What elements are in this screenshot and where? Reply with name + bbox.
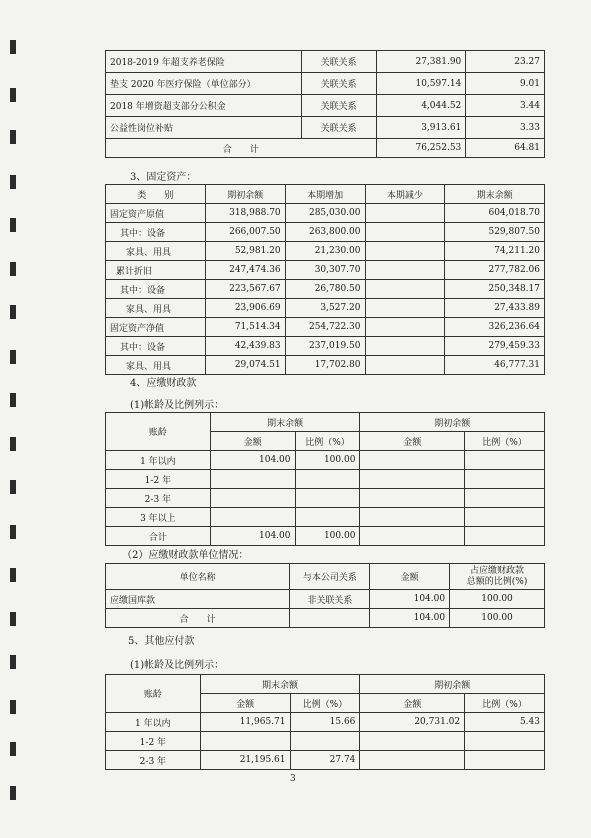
opening-ratio: [465, 732, 545, 751]
aging-bucket: 1 年以内: [106, 713, 201, 732]
item-relation: 关联关系: [301, 95, 376, 117]
period-decrease: [365, 337, 445, 356]
table-row: [106, 451, 545, 470]
column-header-ratio: 比例（%）: [295, 432, 360, 451]
other-payables-aging-table: [105, 674, 545, 770]
period-increase: 285,030.00: [285, 204, 365, 223]
closing-ratio: [295, 489, 360, 508]
period-increase: 254,722.30: [285, 318, 365, 337]
closing-ratio: 100.00: [295, 527, 360, 546]
closing-amount: 21,195.61: [200, 751, 290, 770]
item-ratio: 9.01: [466, 73, 545, 95]
table-header-row: [106, 675, 545, 694]
closing-balance: 604,018.70: [445, 204, 545, 223]
period-increase: 26,780.50: [285, 280, 365, 299]
item-ratio: 3.33: [466, 117, 545, 139]
binder-mark: [10, 40, 16, 54]
item-ratio: 3.44: [466, 95, 545, 117]
section-heading-other-payables: 5、其他应付款: [128, 636, 195, 647]
closing-amount: [210, 470, 295, 489]
column-header-closing: 期末余额: [200, 675, 360, 694]
closing-amount: 11,965.71: [200, 713, 290, 732]
unit-name: 应缴国库款: [106, 590, 290, 609]
table-row: [106, 242, 545, 261]
binder-mark: [10, 218, 16, 232]
table-row: [106, 51, 545, 73]
fiscal-payables-units-table: [105, 563, 545, 628]
closing-ratio: [290, 732, 360, 751]
item-name: 垫支 2020 年医疗保险（单位部分）: [106, 73, 302, 95]
column-header: 类 别: [106, 185, 206, 204]
closing-balance: 27,433.89: [445, 299, 545, 318]
column-header: [450, 564, 545, 590]
table-row: [106, 489, 545, 508]
column-header-ratio: 比例（%）: [290, 694, 360, 713]
opening-amount: [360, 751, 465, 770]
unit-amount: 104.00: [370, 609, 450, 628]
column-header-aging: 账龄: [106, 413, 211, 451]
asset-category: 其中：设备: [106, 280, 206, 299]
aging-bucket: 1-2 年: [106, 470, 211, 489]
opening-ratio: [465, 470, 545, 489]
binder-mark: [10, 350, 16, 364]
column-header-closing: 期末余额: [210, 413, 360, 432]
asset-category: 家具、用具: [106, 299, 206, 318]
opening-amount: [360, 470, 465, 489]
binder-mark: [10, 130, 16, 144]
unit-amount: 104.00: [370, 590, 450, 609]
table-header-row: [106, 564, 545, 590]
closing-amount: 104.00: [210, 527, 295, 546]
closing-amount: [210, 489, 295, 508]
binder-mark: [10, 262, 16, 276]
opening-balance: 266,007.50: [205, 223, 285, 242]
aging-bucket: 1 年以内: [106, 451, 211, 470]
total-amount: 76,252.53: [376, 139, 466, 158]
other-payables-detail-table: [105, 50, 545, 158]
closing-ratio: 27.74: [290, 751, 360, 770]
column-header-amount: 金额: [360, 694, 465, 713]
binder-mark: [10, 175, 16, 189]
table-row: [106, 73, 545, 95]
opening-amount: 20,731.02: [360, 713, 465, 732]
column-header-ratio: 比例（%）: [465, 432, 545, 451]
table-row: [106, 299, 545, 318]
asset-category: 其中：设备: [106, 337, 206, 356]
opening-ratio: [465, 751, 545, 770]
closing-amount: [200, 732, 290, 751]
closing-ratio: 15.66: [290, 713, 360, 732]
column-header: 单位名称: [106, 564, 290, 590]
item-relation: 关联关系: [301, 51, 376, 73]
unit-relation: 非关联关系: [290, 590, 370, 609]
period-decrease: [365, 318, 445, 337]
closing-ratio: [295, 508, 360, 527]
period-increase: 30,307.70: [285, 261, 365, 280]
item-name: 2018-2019 年超支养老保险: [106, 51, 302, 73]
table-row: [106, 95, 545, 117]
closing-balance: 326,236.64: [445, 318, 545, 337]
binder-mark: [10, 700, 16, 714]
item-amount: 27,381.90: [376, 51, 466, 73]
table-row: [106, 508, 545, 527]
item-amount: 4,044.52: [376, 95, 466, 117]
column-header-opening: 期初余额: [360, 413, 545, 432]
total-label: 合 计: [106, 139, 377, 158]
period-decrease: [365, 223, 445, 242]
binder-mark: [10, 393, 16, 407]
aging-bucket: 2-3 年: [106, 489, 211, 508]
column-header-ratio: 比例（%）: [465, 694, 545, 713]
header-line: 占应缴财政款: [470, 565, 525, 576]
opening-ratio: [465, 489, 545, 508]
table-row: [106, 337, 545, 356]
opening-amount: [360, 527, 465, 546]
fiscal-payables-aging-table: [105, 412, 545, 546]
binder-mark: [10, 742, 16, 756]
period-decrease: [365, 299, 445, 318]
column-header: 期末余额: [445, 185, 545, 204]
asset-category: 固定资产净值: [106, 318, 206, 337]
binder-mark: [10, 437, 16, 451]
period-increase: 21,230.00: [285, 242, 365, 261]
item-relation: 关联关系: [301, 117, 376, 139]
item-ratio: 23.27: [466, 51, 545, 73]
unit-relation: [290, 609, 370, 628]
binder-mark: [10, 786, 16, 800]
closing-amount: 104.00: [210, 451, 295, 470]
closing-balance: 250,348.17: [445, 280, 545, 299]
opening-amount: [360, 451, 465, 470]
binder-mark: [10, 612, 16, 626]
table-row: [106, 280, 545, 299]
period-increase: 263,800.00: [285, 223, 365, 242]
column-header-amount: 金额: [210, 432, 295, 451]
opening-balance: 71,514.34: [205, 318, 285, 337]
column-header: 期初余额: [205, 185, 285, 204]
aging-bucket: 2-3 年: [106, 751, 201, 770]
table-header-row: [106, 185, 545, 204]
table-row: [106, 318, 545, 337]
asset-category: 家具、用具: [106, 356, 206, 375]
opening-balance: 247,474.36: [205, 261, 285, 280]
page-number: 3: [290, 774, 296, 784]
asset-category: 固定资产原值: [106, 204, 206, 223]
closing-ratio: [295, 470, 360, 489]
binder-mark: [10, 525, 16, 539]
opening-balance: 318,988.70: [205, 204, 285, 223]
column-header: 本期增加: [285, 185, 365, 204]
closing-ratio: 100.00: [295, 451, 360, 470]
period-increase: 237,019.50: [285, 337, 365, 356]
period-increase: 17,702.80: [285, 356, 365, 375]
section-heading-fixed-assets: 3、固定资产：: [130, 172, 197, 183]
aging-bucket: 3 年以上: [106, 508, 211, 527]
closing-balance: 277,782.06: [445, 261, 545, 280]
total-ratio: 64.81: [466, 139, 545, 158]
opening-amount: [360, 508, 465, 527]
table-row: [106, 117, 545, 139]
item-name: 公益性岗位补贴: [106, 117, 302, 139]
period-decrease: [365, 242, 445, 261]
asset-category: 累计折旧: [106, 261, 206, 280]
subsection-heading-aging: (1)帐龄及比例列示：: [130, 660, 225, 671]
item-amount: 3,913.61: [376, 117, 466, 139]
unit-ratio: 100.00: [450, 609, 545, 628]
table-row: [106, 751, 545, 770]
opening-ratio: [465, 508, 545, 527]
column-header: 本期减少: [365, 185, 445, 204]
table-row: [106, 590, 545, 609]
column-header: 金额: [370, 564, 450, 590]
closing-amount: [210, 508, 295, 527]
table-row: [106, 470, 545, 489]
period-increase: 3,527.20: [285, 299, 365, 318]
table-total-row: [106, 527, 545, 546]
period-decrease: [365, 280, 445, 299]
column-header: 与本公司关系: [290, 564, 370, 590]
binder-mark: [10, 305, 16, 319]
asset-category: 其中：设备: [106, 223, 206, 242]
column-header-amount: 金额: [200, 694, 290, 713]
table-header-row: [106, 413, 545, 432]
binder-mark: [10, 480, 16, 494]
opening-balance: 23,906.69: [205, 299, 285, 318]
table-row: [106, 223, 545, 242]
table-total-row: [106, 139, 545, 158]
item-name: 2018 年增资超支部分公积金: [106, 95, 302, 117]
binder-mark: [10, 568, 16, 582]
table-row: [106, 713, 545, 732]
column-header-amount: 金额: [360, 432, 465, 451]
period-decrease: [365, 356, 445, 375]
unit-ratio: 100.00: [450, 590, 545, 609]
item-relation: 关联关系: [301, 73, 376, 95]
period-decrease: [365, 261, 445, 280]
aging-bucket: 合计: [106, 527, 211, 546]
section-heading-fiscal-payables: 4、应缴财政款: [130, 378, 197, 389]
subsection-heading-units: （2）应缴财政款单位情况：: [122, 550, 249, 561]
binder-mark: [10, 655, 16, 669]
table-row: [106, 204, 545, 223]
table-row: [106, 732, 545, 751]
column-header-aging: 账龄: [106, 675, 201, 713]
table-row: [106, 261, 545, 280]
closing-balance: 46,777.31: [445, 356, 545, 375]
asset-category: 家具、用具: [106, 242, 206, 261]
opening-balance: 42,439.83: [205, 337, 285, 356]
table-row: [106, 356, 545, 375]
period-decrease: [365, 204, 445, 223]
opening-amount: [360, 732, 465, 751]
fixed-assets-table: [105, 184, 545, 375]
unit-name: 合 计: [106, 609, 290, 628]
table-total-row: [106, 609, 545, 628]
aging-bucket: 1-2 年: [106, 732, 201, 751]
closing-balance: 279,459.33: [445, 337, 545, 356]
closing-balance: 529,807.50: [445, 223, 545, 242]
opening-ratio: 5.43: [465, 713, 545, 732]
opening-balance: 52,981.20: [205, 242, 285, 261]
opening-balance: 29,074.51: [205, 356, 285, 375]
header-line: 总额的比例(%): [466, 576, 528, 587]
closing-balance: 74,211.20: [445, 242, 545, 261]
opening-ratio: [465, 527, 545, 546]
column-header-opening: 期初余额: [360, 675, 545, 694]
opening-balance: 223,567.67: [205, 280, 285, 299]
subsection-heading-aging: (1)帐龄及比例列示：: [130, 400, 225, 411]
binder-mark: [10, 88, 16, 102]
item-amount: 10,597.14: [376, 73, 466, 95]
opening-ratio: [465, 451, 545, 470]
opening-amount: [360, 489, 465, 508]
